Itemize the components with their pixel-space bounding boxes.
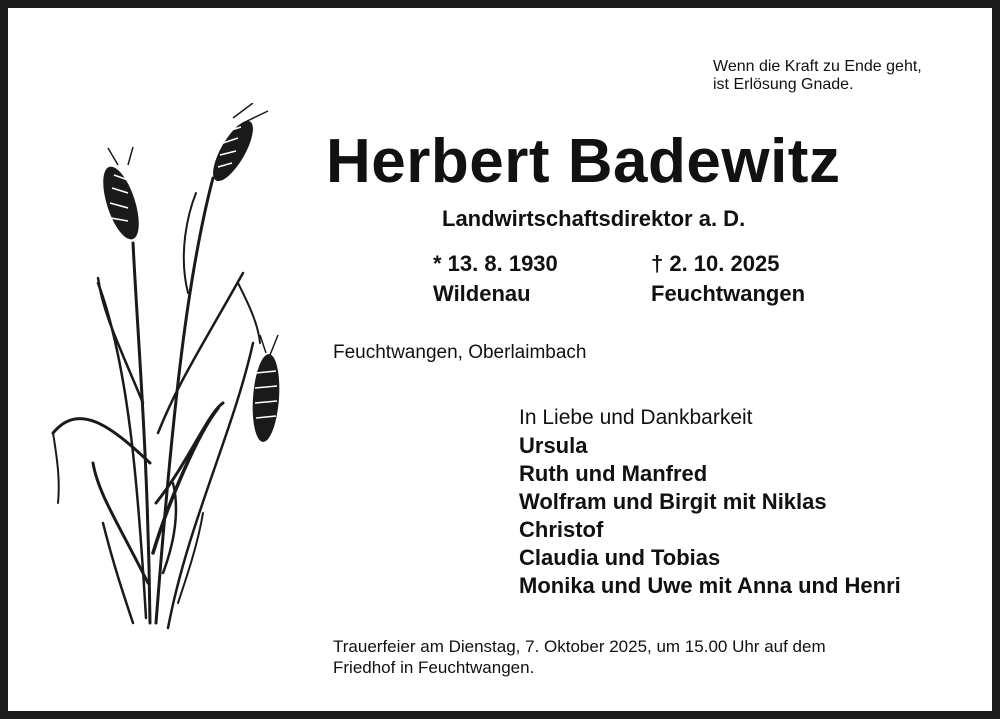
birth-place: Wildenau — [433, 281, 531, 306]
deceased-name: Herbert Badewitz — [326, 127, 841, 196]
death-info — [651, 249, 805, 309]
birth-info — [433, 249, 558, 309]
mourner-name: Ruth und Manfred — [519, 461, 708, 486]
motto-quote — [713, 58, 922, 94]
motto-line-2: ist Erlösung Gnade. — [713, 76, 854, 93]
mourners-intro: In Liebe und Dankbarkeit — [519, 406, 753, 429]
mourners-block — [519, 404, 901, 600]
death-place: Feuchtwangen — [651, 281, 806, 306]
mourner-name: Christof — [519, 517, 604, 542]
birth-date: * 13. 8. 1930 — [433, 251, 558, 276]
death-date: † 2. 10. 2025 — [651, 251, 780, 276]
location-line: Feuchtwangen, Oberlaimbach — [333, 342, 587, 363]
mourner-name: Ursula — [519, 433, 588, 458]
deceased-title: Landwirtschaftsdirektor a. D. — [442, 206, 746, 231]
funeral-line-1: Trauerfeier am Dienstag, 7. Oktober 2025, um 15.00 Uhr auf dem — [333, 637, 826, 656]
funeral-notice — [333, 636, 826, 678]
mourner-name: Claudia und Tobias — [519, 545, 721, 570]
funeral-line-2: Friedhof in Feuchtwangen. — [333, 658, 535, 677]
mourner-name: Wolfram und Birgit mit Niklas — [519, 489, 827, 514]
mourner-name: Monika und Uwe mit Anna und Henri — [519, 573, 901, 598]
motto-line-1: Wenn die Kraft zu Ende geht, — [713, 58, 922, 75]
wheat-ears-illustration — [38, 103, 298, 633]
mourners-list — [519, 432, 901, 600]
